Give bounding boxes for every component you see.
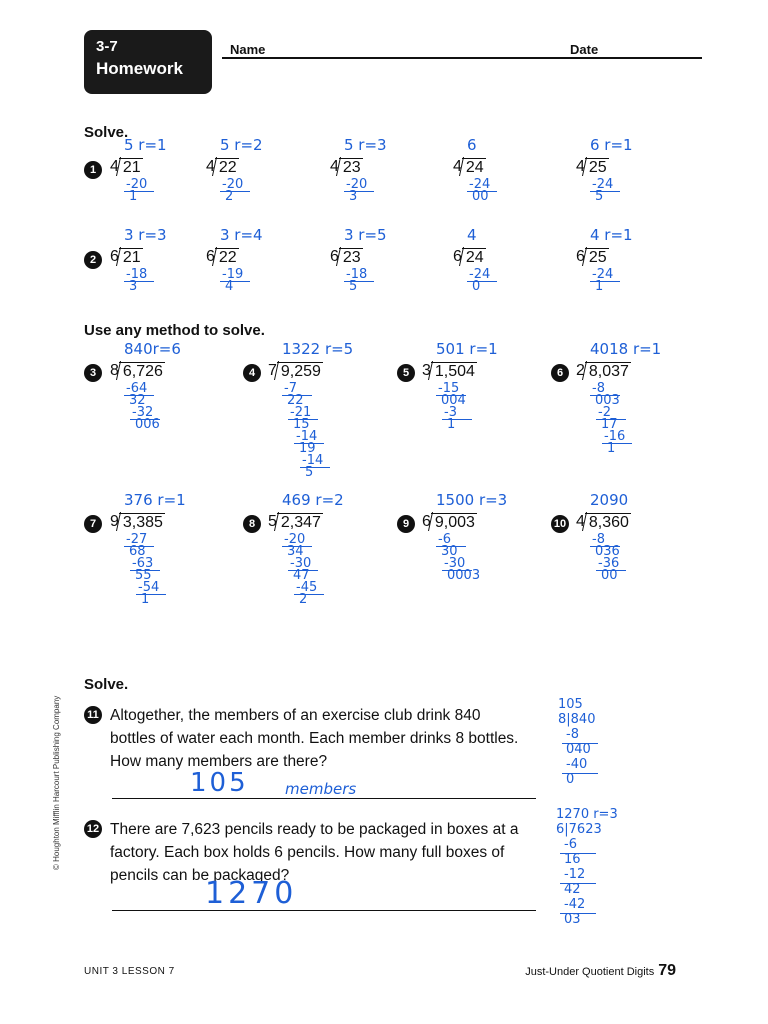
work-row3-3-4: -16 (604, 429, 626, 444)
work-row3-3-1: 003 (595, 393, 620, 408)
work-row4-0-0: -27 (126, 532, 148, 547)
work-work11-5: 0 (566, 772, 575, 787)
work-row4-3-0: -8 (592, 532, 605, 547)
divisor: 5 (268, 513, 277, 530)
work-row2-2-0: -18 (346, 267, 368, 282)
problem-badge-9: 9 (397, 515, 415, 533)
word-problem-11-text: Altogether, the members of an exercise club drink 840 bottles of water each month. Each member drinks 8 bottles. How many members are there? (110, 707, 519, 770)
dividend: 22 (215, 248, 239, 266)
divisor: 4 (576, 158, 585, 175)
work-row4-1-4: -45 (296, 580, 318, 595)
quotient-row1-0: 5 r=1 (124, 136, 167, 154)
problem-badge-11: 11 (84, 706, 102, 724)
dividend: 21 (119, 158, 143, 176)
work-row2-3-0: -24 (469, 267, 491, 282)
divisor: 6 (453, 248, 462, 265)
work-row4-2-1: 30 (441, 544, 458, 559)
work-row2-4-1: 1 (595, 279, 604, 294)
work-row1-4-1: 5 (595, 189, 604, 204)
work-row3-3-0: -8 (592, 381, 605, 396)
work-row3-3-3: 17 (601, 417, 618, 432)
work-row3-1-1: 22 (287, 393, 304, 408)
quotient-row2-1: 3 r=4 (220, 226, 263, 244)
answer-11-value: 105 (190, 768, 249, 798)
work-row3-3-5: 1 (607, 441, 616, 456)
quotient-row4-2: 1500 r=3 (436, 491, 508, 509)
division-row4-0 (110, 513, 165, 531)
copyright-notice: © Houghton Mifflin Harcourt Publishing Company (52, 695, 61, 870)
quotient-row3-3: 4018 r=1 (590, 340, 662, 358)
quotient-row3-2: 501 r=1 (436, 340, 498, 358)
work-row2-4-0: -24 (592, 267, 614, 282)
quotient-row4-3: 2090 (590, 491, 629, 509)
work-work12-2: -6 (564, 837, 577, 852)
work-row4-2-2: -30 (444, 556, 466, 571)
work-row3-1-6: -14 (302, 453, 324, 468)
dividend: 8,360 (585, 513, 631, 531)
division-row2-0 (110, 248, 143, 266)
divisor: 6 (330, 248, 339, 265)
work-row1-1-1: 2 (225, 189, 234, 204)
division-row1-4 (576, 158, 609, 176)
section-word-problems-heading: Solve. (84, 676, 129, 693)
work-work11-0: 105 (558, 697, 583, 712)
dividend: 24 (462, 248, 486, 266)
work-work11-4: -40 (566, 757, 588, 772)
divisor: 4 (110, 158, 119, 175)
work-row1-3-0: -24 (469, 177, 491, 192)
divisor: 8 (110, 362, 119, 379)
dividend: 23 (339, 158, 363, 176)
division-row2-1 (206, 248, 239, 266)
quotient-row1-1: 5 r=2 (220, 136, 263, 154)
work-row3-1-3: 15 (293, 417, 310, 432)
work-row3-2-1: 004 (441, 393, 466, 408)
work-row4-2-3: 0003 (447, 568, 481, 583)
answer-12-value: 1270 (205, 876, 298, 911)
date-label: Date (570, 42, 599, 57)
quotient-row3-0: 840r=6 (124, 340, 181, 358)
page-title: Homework (96, 59, 183, 78)
work-row4-3-3: 00 (601, 568, 618, 583)
division-row1-2 (330, 158, 363, 176)
work-row1-3-1: 00 (472, 189, 489, 204)
footer-topic (525, 962, 676, 980)
divisor: 4 (206, 158, 215, 175)
work-row3-3-2: -2 (598, 405, 611, 420)
work-work11-1: 8|840 (558, 712, 596, 727)
division-row1-3 (453, 158, 486, 176)
work-row2-1-0: -19 (222, 267, 244, 282)
dividend: 22 (215, 158, 239, 176)
division-row3-1 (268, 362, 323, 380)
work-row3-1-7: 5 (305, 465, 314, 480)
quotient-row3-1: 1322 r=5 (282, 340, 354, 358)
problem-badge-7: 7 (84, 515, 102, 533)
dividend: 6,726 (119, 362, 165, 380)
work-row3-0-0: -64 (126, 381, 148, 396)
section-any-method-heading: Use any method to solve. (84, 322, 265, 339)
work-row4-0-1: 68 (129, 544, 146, 559)
work-row1-2-0: -20 (346, 177, 368, 192)
answer-line-11 (112, 798, 536, 799)
problem-badge-8: 8 (243, 515, 261, 533)
work-work12-7: 03 (564, 912, 581, 927)
answer-11-unit: members (285, 780, 357, 798)
lesson-number: 3-7 (96, 38, 118, 55)
answer-line-12 (112, 910, 536, 911)
lesson-tab (84, 30, 212, 94)
quotient-row4-0: 376 r=1 (124, 491, 186, 509)
work-row3-2-2: -3 (444, 405, 457, 420)
work-row4-0-3: 55 (135, 568, 152, 583)
dividend: 21 (119, 248, 143, 266)
problem-badge-1: 1 (84, 161, 102, 179)
work-row4-2-0: -6 (438, 532, 451, 547)
problem-badge-2: 2 (84, 251, 102, 269)
quotient-row1-3: 6 (467, 136, 477, 154)
work-row1-2-1: 3 (349, 189, 358, 204)
dividend: 3,385 (119, 513, 165, 531)
work-row2-1-1: 4 (225, 279, 234, 294)
divisor: 3 (422, 362, 431, 379)
page-number: 79 (658, 962, 676, 979)
work-row3-0-1: 32 (129, 393, 146, 408)
work-work12-6: -42 (564, 897, 586, 912)
quotient-row2-0: 3 r=3 (124, 226, 167, 244)
work-row2-3-1: 0 (472, 279, 481, 294)
work-row3-0-3: 006 (135, 417, 160, 432)
division-row4-3 (576, 513, 631, 531)
footer-topic-label: Just-Under Quotient Digits (525, 966, 655, 978)
work-row1-0-0: -20 (126, 177, 148, 192)
divisor: 9 (110, 513, 119, 530)
work-row4-3-2: -36 (598, 556, 620, 571)
dividend: 23 (339, 248, 363, 266)
work-work12-1: 6|7623 (556, 822, 602, 837)
division-row4-1 (268, 513, 323, 531)
division-row2-2 (330, 248, 363, 266)
work-row1-0-1: 1 (129, 189, 138, 204)
division-row3-2 (422, 362, 477, 380)
work-row4-0-2: -63 (132, 556, 154, 571)
name-date-line (222, 57, 702, 59)
word-problem-12-text: There are 7,623 pencils ready to be packaged in boxes at a factory. Each box holds 6 pencils. How many full boxes of pencils can be packaged? (110, 821, 519, 884)
divisor: 6 (576, 248, 585, 265)
work-row2-0-1: 3 (129, 279, 138, 294)
work-row4-1-1: 34 (287, 544, 304, 559)
work-row4-3-1: 036 (595, 544, 620, 559)
quotient-row1-2: 5 r=3 (344, 136, 387, 154)
dividend: 25 (585, 248, 609, 266)
division-row4-2 (422, 513, 477, 531)
work-row4-1-5: 2 (299, 592, 308, 607)
divisor: 6 (422, 513, 431, 530)
work-row4-1-2: -30 (290, 556, 312, 571)
section-solve-heading: Solve. (84, 124, 129, 141)
work-row4-0-4: -54 (138, 580, 160, 595)
divisor: 2 (576, 362, 585, 379)
problem-badge-12: 12 (84, 820, 102, 838)
name-label: Name (230, 42, 266, 57)
divisor: 4 (330, 158, 339, 175)
work-work12-3: 16 (564, 852, 581, 867)
work-row4-0-5: 1 (141, 592, 150, 607)
quotient-row2-2: 3 r=5 (344, 226, 387, 244)
divisor: 4 (576, 513, 585, 530)
problem-badge-6: 6 (551, 364, 569, 382)
division-row3-3 (576, 362, 631, 380)
work-work11-2: -8 (566, 727, 579, 742)
dividend: 1,504 (431, 362, 477, 380)
divisor: 7 (268, 362, 277, 379)
footer-unit-lesson: UNIT 3 LESSON 7 (84, 966, 175, 977)
work-row1-4-0: -24 (592, 177, 614, 192)
dividend: 9,003 (431, 513, 477, 531)
divisor: 6 (110, 248, 119, 265)
work-row2-0-0: -18 (126, 267, 148, 282)
division-row2-3 (453, 248, 486, 266)
dividend: 25 (585, 158, 609, 176)
work-row3-2-0: -15 (438, 381, 460, 396)
work-row4-1-3: 47 (293, 568, 310, 583)
work-row3-1-5: 19 (299, 441, 316, 456)
dividend: 24 (462, 158, 486, 176)
problem-badge-3: 3 (84, 364, 102, 382)
division-row2-4 (576, 248, 609, 266)
dividend: 2,347 (277, 513, 323, 531)
work-row3-2-3: 1 (447, 417, 456, 432)
work-row3-1-0: -7 (284, 381, 297, 396)
work-row1-1-0: -20 (222, 177, 244, 192)
division-row1-0 (110, 158, 143, 176)
work-row3-1-4: -14 (296, 429, 318, 444)
problem-badge-10: 10 (551, 515, 569, 533)
work-row3-1-2: -21 (290, 405, 312, 420)
quotient-row2-3: 4 (467, 226, 477, 244)
divisor: 6 (206, 248, 215, 265)
division-row3-0 (110, 362, 165, 380)
work-work12-4: -12 (564, 867, 586, 882)
problem-badge-4: 4 (243, 364, 261, 382)
problem-badge-5: 5 (397, 364, 415, 382)
work-row4-1-0: -20 (284, 532, 306, 547)
quotient-row4-1: 469 r=2 (282, 491, 344, 509)
quotient-row2-4: 4 r=1 (590, 226, 633, 244)
dividend: 8,037 (585, 362, 631, 380)
division-row1-1 (206, 158, 239, 176)
quotient-row1-4: 6 r=1 (590, 136, 633, 154)
dividend: 9,259 (277, 362, 323, 380)
work-work12-5: 42 (564, 882, 581, 897)
work-work11-3: 040 (566, 742, 591, 757)
work-work12-0: 1270 r=3 (556, 807, 618, 822)
work-row3-0-2: -32 (132, 405, 154, 420)
divisor: 4 (453, 158, 462, 175)
work-row2-2-1: 5 (349, 279, 358, 294)
